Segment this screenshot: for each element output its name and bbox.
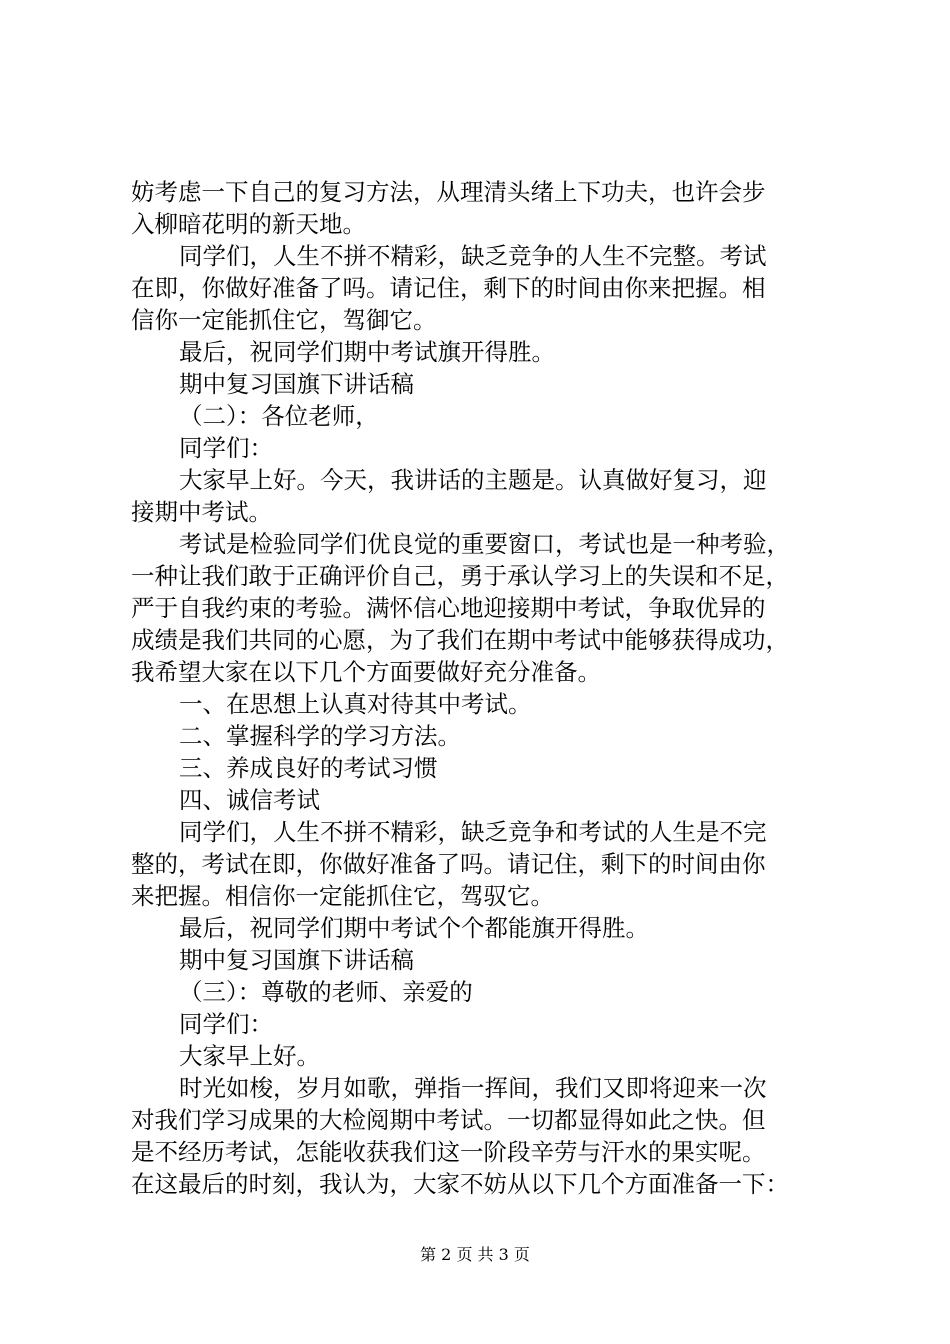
text-line: 时光如梭，岁月如歌，弹指一挥间，我们又即将迎来一次 <box>179 1074 767 1102</box>
text-line: 接期中考试。 <box>131 498 272 526</box>
text-line: 整的，考试在即，你做好准备了吗。请记住，剩下的时间由你 <box>131 850 766 878</box>
text-line: 期中复习国旗下讲话稿 <box>179 370 414 398</box>
document-body <box>131 176 831 1200</box>
text-line: 三、养成良好的考试习惯 <box>179 754 438 782</box>
text-line: 在这最后的时刻，我认为，大家不妨从以下几个方面准备一下： <box>131 1170 789 1198</box>
text-line: 二、掌握科学的学习方法。 <box>179 722 461 750</box>
text-line: 最后，祝同学们期中考试旗开得胜。 <box>179 338 555 366</box>
text-line: 妨考虑一下自己的复习方法，从理清头绪上下功夫，也许会步 <box>131 178 766 206</box>
text-line: 入柳暗花明的新天地。 <box>131 210 366 238</box>
text-line: 考试是检验同学们优良觉的重要窗口，考试也是一种考验， <box>179 530 790 558</box>
text-line: 最后，祝同学们期中考试个个都能旗开得胜。 <box>179 914 649 942</box>
text-line: 在即，你做好准备了吗。请记住，剩下的时间由你来把握。相 <box>131 274 766 302</box>
text-line: 信你一定能抓住它，驾御它。 <box>131 306 437 334</box>
text-line: （二）：各位老师， <box>179 402 379 430</box>
text-line: 来把握。相信你一定能抓住它，驾驭它。 <box>131 882 554 910</box>
text-line: 同学们，人生不拼不精彩，缺乏竞争的人生不完整。考试 <box>179 242 767 270</box>
text-line: 一、在思想上认真对待其中考试。 <box>179 690 532 718</box>
text-line: 成绩是我们共同的心愿，为了我们在期中考试中能够获得成功， <box>131 626 789 654</box>
text-line: 对我们学习成果的大检阅期中考试。一切都显得如此之快。但 <box>131 1106 766 1134</box>
text-line: 同学们： <box>179 434 273 462</box>
text-line: 是不经历考试，怎能收获我们这一阶段辛劳与汗水的果实呢。 <box>131 1138 766 1166</box>
text-line: 大家早上好。今天，我讲话的主题是。认真做好复习，迎 <box>179 466 767 494</box>
text-line: 一种让我们敢于正确评价自己，勇于承认学习上的失误和不足， <box>131 562 789 590</box>
text-line: 大家早上好。 <box>179 1042 320 1070</box>
text-line: （三）：尊敬的老师、亲爱的 <box>179 978 473 1006</box>
text-line: 四、诚信考试 <box>179 786 320 814</box>
text-line: 严于自我约束的考验。满怀信心地迎接期中考试，争取优异的 <box>131 594 766 622</box>
text-line: 期中复习国旗下讲话稿 <box>179 946 414 974</box>
page-footer: 第 2 页 共 3 页 <box>420 1245 530 1264</box>
text-line: 同学们，人生不拼不精彩，缺乏竞争和考试的人生是不完 <box>179 818 767 846</box>
text-line: 同学们： <box>179 1010 273 1038</box>
text-line: 我希望大家在以下几个方面要做好充分准备。 <box>131 658 601 686</box>
